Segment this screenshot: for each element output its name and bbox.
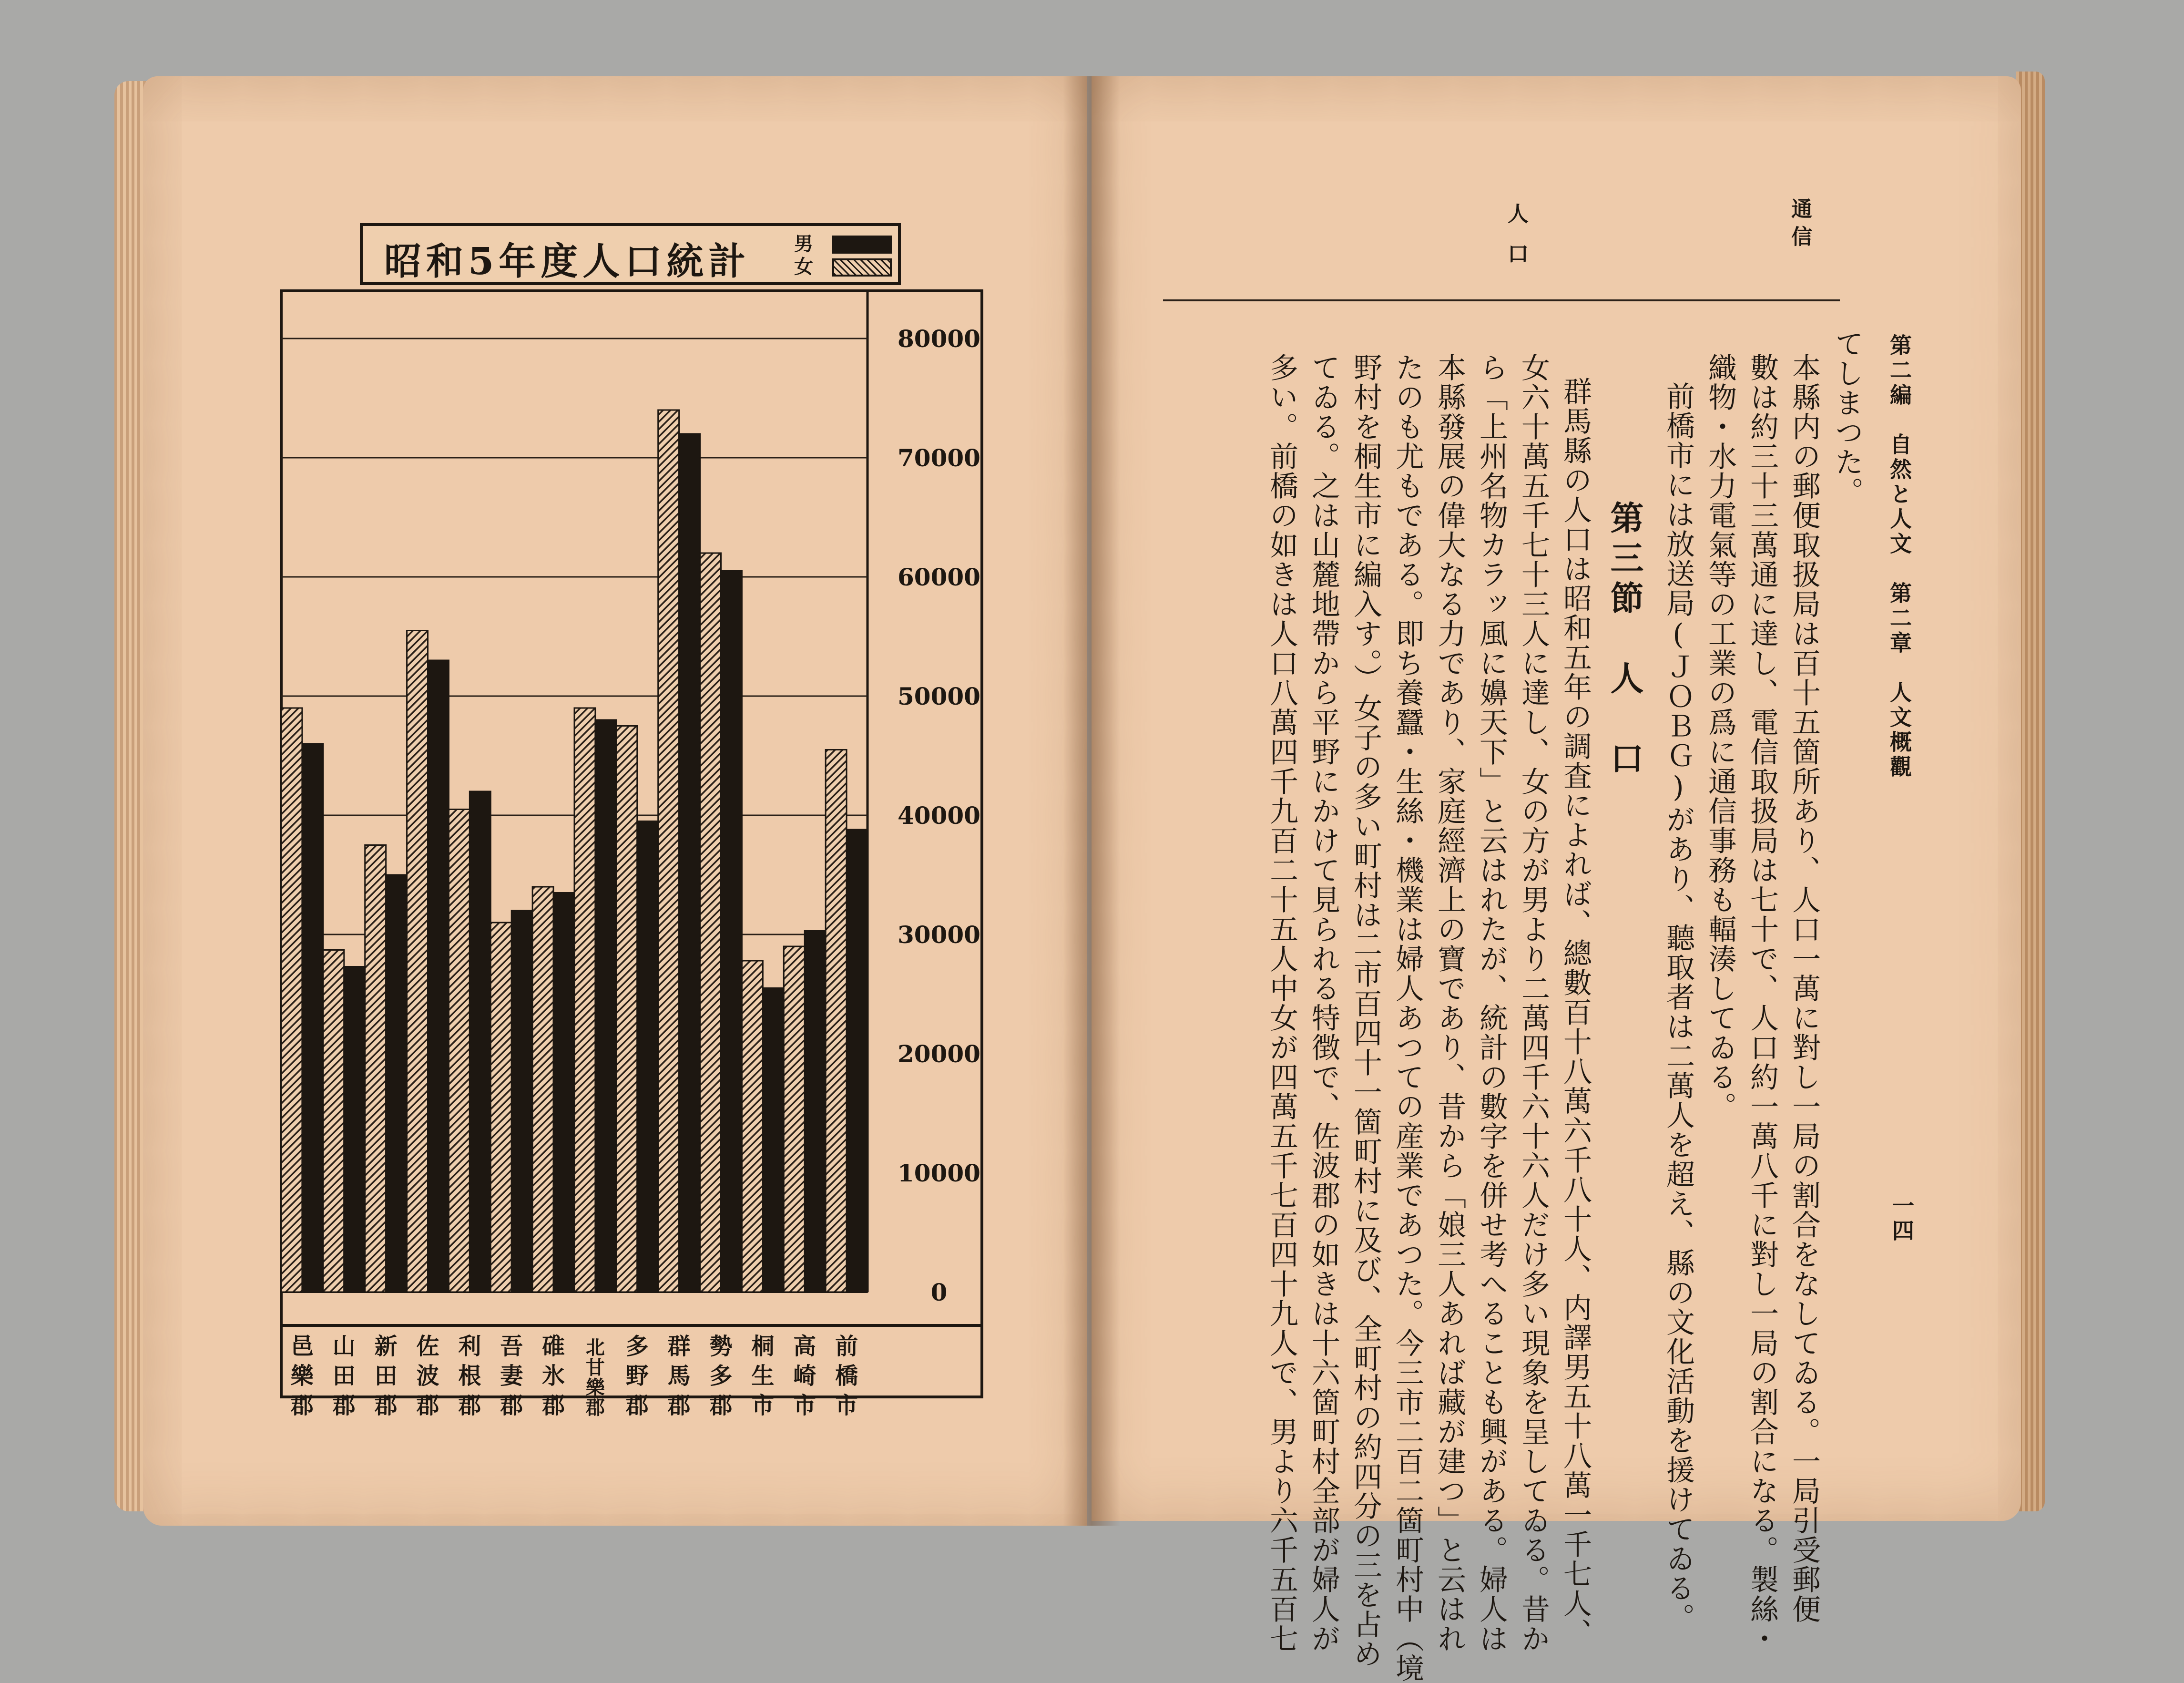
chart-title: 昭和5年度人口統計: [384, 240, 751, 283]
chart-category-label: 新田郡: [374, 1333, 398, 1419]
legend-swatch-male: [832, 236, 892, 254]
chart-y-tick-label: 40000: [898, 801, 980, 830]
chart-category-label: 多野郡: [625, 1333, 649, 1419]
chart-category-label: 吾妻郡: [500, 1333, 523, 1419]
section-heading: 第三節 人 口: [1605, 501, 1644, 781]
bar-male: [847, 830, 867, 1292]
margin-head-communication: 通信: [1787, 198, 1812, 253]
running-head-chapter-title: 人文概觀: [1887, 681, 1912, 780]
chart-category-label: 山田郡: [332, 1333, 356, 1419]
chart-y-tick-label: 60000: [898, 563, 980, 591]
bar-male: [344, 967, 365, 1293]
chart-category-label: 利根郡: [458, 1333, 481, 1419]
text-column: ら「上州名物カラッ風に嬶天下」と云はれたが、統計の數字を併せ考へることも興がある。婦人は: [1475, 353, 1508, 1653]
bar-male: [637, 821, 658, 1293]
bar-female: [784, 946, 805, 1292]
text-column: 群馬縣の人口は昭和五年の調査によれば、總數百十八萬六千八十人、内譯男五十八萬一千七人、: [1559, 377, 1592, 1648]
bar-female: [574, 708, 595, 1292]
bar-female: [658, 410, 679, 1292]
text-column: たのも尤もである。即ち養蠶・生絲・機業は婦人あつての産業であつた。今三市二百二箇町村中（境: [1391, 353, 1424, 1683]
text-column: 數は約三十三萬通に達し、電信取扱局は七十で、人口約一萬八千に對し一局の割合になる。製絲・: [1745, 353, 1779, 1653]
text-column: 多い。前橋の如きは人口八萬四千九百二十五人中女が四萬五千七百四十九人で、男より六千五百七: [1265, 353, 1298, 1653]
bar-male: [386, 875, 407, 1292]
bar-female: [281, 708, 302, 1292]
bar-male: [595, 720, 616, 1292]
running-head-book: 自然と人文: [1887, 433, 1912, 557]
chart-y-tick-label: 70000: [898, 444, 980, 472]
bar-male: [763, 988, 784, 1293]
legend-swatch-female: [832, 258, 892, 277]
bar-female: [616, 726, 637, 1293]
bar-male: [511, 911, 532, 1292]
text-column-prefix: てしまつた。: [1830, 329, 1864, 506]
text-column: 織物・水力電氣等の工業の爲に通信事務も輻湊してゐる。: [1704, 353, 1737, 1121]
chart-title-box: [360, 223, 901, 285]
legend-label-female: 女: [794, 256, 813, 278]
chart-category-label: 邑樂郡: [290, 1333, 314, 1419]
chart-category-label: 桐生市: [751, 1333, 775, 1419]
bar-female: [323, 950, 344, 1293]
book-gutter: [1063, 76, 1120, 1526]
bar-female: [449, 810, 469, 1293]
bar-male: [553, 893, 574, 1293]
chart-category-label: 前橋市: [835, 1333, 858, 1419]
text-column: 前橋市には放送局(ＪＯＢＧ)があり、聽取者は二萬人を超え、縣の文化活動を援けてゐる。: [1662, 381, 1695, 1632]
chart-y-tick-label: 80000: [898, 325, 980, 353]
chart-category-label: 高崎市: [793, 1333, 816, 1419]
chart-y-tick-label: 10000: [898, 1159, 980, 1187]
chart-category-label: 北甘樂郡: [585, 1336, 605, 1419]
chart-category-label: 碓氷郡: [542, 1333, 565, 1419]
running-head-section: 第二編: [1887, 334, 1912, 408]
bar-female: [532, 887, 553, 1292]
chart-category-label: 勢多郡: [709, 1333, 733, 1419]
bar-male: [679, 434, 700, 1292]
bar-male: [469, 791, 490, 1292]
bar-female: [742, 961, 763, 1292]
margin-head-population: 人口: [1504, 203, 1528, 283]
running-head-chapter: 第二章: [1887, 582, 1912, 656]
bar-female: [826, 750, 847, 1293]
text-column: 野村を桐生市に編入す。）女子の多い町村は二市百四十一箇町村に及び、全町村の約四分の三を占め: [1349, 353, 1382, 1669]
text-column: 本縣發展の偉大なる力であり、家庭經濟上の寶であり、昔から「娘三人あれば藏が建つ」と云はれ: [1433, 353, 1466, 1653]
chart-y-tick-label: 50000: [898, 682, 980, 710]
bar-male: [302, 744, 323, 1292]
text-column: てゐる。之は山麓地帶から平野にかけて見られる特徴で、佐波郡の如きは十六箇町村全部が婦人が: [1307, 353, 1340, 1653]
bar-male: [428, 660, 449, 1292]
running-head: [1880, 334, 1919, 811]
chart-y-tick-label: 30000: [898, 921, 980, 949]
text-column: 女六十萬五千七十三人に達し、女の方が男より二萬四千六十六人だけ多い現象を呈してゐる。昔か: [1517, 353, 1550, 1653]
header-rule: [1163, 299, 1840, 301]
chart-category-label: 群馬郡: [667, 1333, 691, 1419]
bar-male: [805, 931, 826, 1293]
population-bar-chart: [272, 281, 1006, 1419]
bar-female: [490, 923, 511, 1292]
chart-category-label: 佐波郡: [416, 1333, 439, 1419]
bar-male: [721, 571, 742, 1293]
bar-female: [700, 553, 721, 1292]
bar-female: [407, 631, 428, 1293]
bar-female: [365, 845, 386, 1293]
page-number: 一四: [1889, 1194, 1915, 1244]
chart-y-tick-label: 20000: [898, 1040, 980, 1068]
chart-legend-labels: [792, 233, 816, 278]
legend-label-male: 男: [794, 233, 813, 255]
chart-y-tick-label: 0: [930, 1278, 948, 1306]
text-column: 本縣内の郵便取扱局は百十五箇所あり、人口一萬に對し一局の割合をなしてゐる。一局引受郵便: [1787, 353, 1821, 1624]
